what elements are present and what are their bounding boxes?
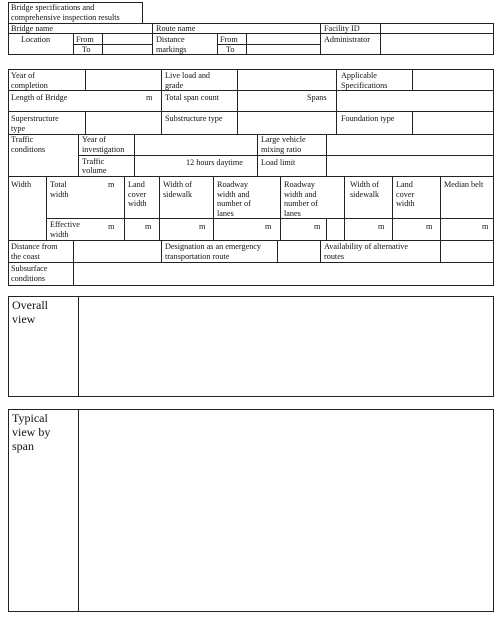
location-label: Location xyxy=(21,35,51,44)
to-label-1: To xyxy=(82,45,91,54)
sidewalk-width-label-1: Width of xyxy=(163,180,193,189)
effective-width-label-2: width xyxy=(50,229,69,239)
spans-label: Spans xyxy=(307,93,327,102)
applicable-spec-label-1: Applicable xyxy=(341,71,377,80)
header-row-line xyxy=(8,33,494,34)
spec-col-line xyxy=(159,176,160,240)
emergency-route-label-1: Designation as an emergency xyxy=(165,242,262,251)
year-investigation-label-2: investigation xyxy=(82,144,125,154)
header-col-line xyxy=(246,33,247,55)
roadway-label-4: lanes xyxy=(217,208,234,218)
spec-col-line xyxy=(336,69,337,134)
alternative-routes-label-2: routes xyxy=(324,251,345,261)
spec-col-line xyxy=(85,69,86,90)
spec-col-line xyxy=(412,69,413,90)
total-span-label: Total span count xyxy=(165,93,219,102)
spec-col-line xyxy=(237,69,238,90)
total-width-label-1: Total xyxy=(50,180,67,189)
live-load-label-2: grade xyxy=(165,80,184,90)
header-col-line xyxy=(320,23,321,55)
median-belt-label: Median belt xyxy=(444,180,484,189)
spec-row-line xyxy=(8,240,494,241)
overall-view-label-1: Overall xyxy=(12,298,48,312)
spec-row-line xyxy=(8,134,494,135)
typical-view-label-1: Typical xyxy=(12,411,48,425)
roadway-label-1: Roadway xyxy=(217,180,248,189)
spec-row-line xyxy=(8,262,494,263)
spec-row-line xyxy=(8,90,494,91)
emergency-route-label-2: transportation route xyxy=(165,251,230,261)
spec-col-line xyxy=(257,134,258,176)
typical-view-label-2: view by xyxy=(12,425,51,439)
spec-col-line xyxy=(161,69,162,134)
foundation-label: Foundation type xyxy=(341,114,395,123)
superstructure-label-1: Superstructure xyxy=(11,114,59,123)
header-col-line xyxy=(152,23,153,55)
sidewalk-width-label-b1: Width of xyxy=(350,180,380,189)
large-vehicle-label-1: Large vehicle xyxy=(261,135,306,144)
to-label-2: To xyxy=(226,45,235,54)
spec-col-line xyxy=(78,134,79,176)
spec-table xyxy=(8,69,494,286)
length-bridge-label: Length of Bridge xyxy=(11,93,68,102)
land-cover-label-2: cover xyxy=(128,189,147,199)
sidewalk-width-label-2: sidewalk xyxy=(163,189,193,199)
subsurface-label-2: conditions xyxy=(11,273,46,283)
roadway-label-2: width and xyxy=(217,189,250,199)
facility-id-label: Facility ID xyxy=(324,24,360,33)
spec-col-line xyxy=(326,218,327,240)
header-title-line1: Bridge specifications and xyxy=(11,3,95,12)
land-cover-label-b2: cover xyxy=(396,189,415,199)
roadway-label-b3: number of xyxy=(284,199,318,208)
width-label: Width xyxy=(11,180,32,189)
alternative-routes-label-1: Availability of alternative xyxy=(324,242,408,251)
roadway-label-b1: Roadway xyxy=(284,180,315,189)
overall-view-box xyxy=(8,296,494,397)
traffic-conditions-label-1: Traffic xyxy=(11,135,34,144)
spec-col-line xyxy=(344,176,345,240)
spec-col-line xyxy=(277,240,278,262)
traffic-volume-label-2: volume xyxy=(82,166,107,175)
overall-view-label-2: view xyxy=(12,312,36,326)
spec-col-line xyxy=(161,240,162,262)
length-unit: m xyxy=(146,93,153,102)
roadway-unit-2: m xyxy=(314,222,321,231)
year-investigation-label-1: Year of xyxy=(82,135,106,144)
land-cover-unit: m xyxy=(145,222,152,231)
year-completion-label-1: Year of xyxy=(11,71,35,80)
sidewalk-width-label-b2: sidewalk xyxy=(350,189,380,199)
live-load-label-1: Live load and xyxy=(165,71,211,80)
load-limit-label: Load limit xyxy=(261,158,296,167)
typical-view-box xyxy=(8,409,494,612)
from-label-2: From xyxy=(220,35,238,44)
header-col-line xyxy=(380,23,381,55)
header-title-line2: comprehensive inspection results xyxy=(11,12,120,22)
header-col-line xyxy=(217,33,218,55)
spec-col-line xyxy=(326,134,327,176)
spec-col-line xyxy=(392,176,393,240)
distance-markings-line2: markings xyxy=(156,45,187,54)
spec-col-line xyxy=(213,176,214,240)
applicable-spec-label-2: Specifications xyxy=(341,80,388,90)
spec-row-line xyxy=(46,218,494,219)
spec-col-line xyxy=(440,176,441,240)
spec-row-line xyxy=(78,155,494,156)
land-cover-label-b1: Land xyxy=(396,180,413,189)
bridge-name-label: Bridge name xyxy=(11,24,54,33)
land-cover-label-1: Land xyxy=(128,180,145,189)
land-cover-label-3: width xyxy=(128,199,147,208)
total-width-label-2: width xyxy=(50,189,69,199)
effective-width-label-1: Effective xyxy=(50,220,80,229)
spec-col-line xyxy=(440,240,441,262)
hours-daytime-label: 12 hours daytime xyxy=(186,158,243,167)
spec-row-line xyxy=(8,111,494,112)
spec-row-line xyxy=(8,176,494,177)
typical-view-divider xyxy=(78,409,79,612)
spec-col-line xyxy=(320,240,321,262)
sidewalk-unit-2: m xyxy=(378,222,385,231)
traffic-volume-label-1: Traffic xyxy=(82,156,105,166)
median-belt-unit: m xyxy=(482,222,489,231)
from-label-1: From xyxy=(76,35,94,44)
header-col-line xyxy=(102,33,103,55)
roadway-label-b4: lanes xyxy=(284,208,301,218)
administrator-label: Administrator xyxy=(324,35,370,44)
spec-col-line xyxy=(237,111,238,134)
sidewalk-unit: m xyxy=(199,222,206,231)
roadway-unit-1: m xyxy=(265,222,272,231)
spec-col-line xyxy=(237,90,238,111)
overall-view-divider xyxy=(78,296,79,397)
effective-width-unit: m xyxy=(108,222,115,231)
typical-view-label-3: span xyxy=(12,439,34,453)
large-vehicle-label-2: mixing ratio xyxy=(261,144,302,154)
distance-markings-line1: Distance xyxy=(156,35,185,44)
distance-coast-label-2: the coast xyxy=(11,251,40,261)
land-cover-unit-2: m xyxy=(426,222,433,231)
spec-col-line xyxy=(134,134,135,176)
spec-col-line xyxy=(73,240,74,286)
traffic-conditions-label-2: conditions xyxy=(11,144,46,154)
roadway-label-b2: width and xyxy=(284,189,317,199)
total-width-unit: m xyxy=(108,180,115,189)
land-cover-label-b3: width xyxy=(396,199,415,208)
spec-col-line xyxy=(412,111,413,134)
spec-col-line xyxy=(85,111,86,134)
spec-col-line xyxy=(280,176,281,240)
substructure-label: Substructure type xyxy=(165,114,223,123)
superstructure-label-2: type xyxy=(11,123,26,133)
spec-col-line xyxy=(46,176,47,240)
subsurface-label-1: Subsurface xyxy=(11,264,48,273)
year-completion-label-2: completion xyxy=(11,80,48,90)
route-name-label: Route name xyxy=(156,24,196,33)
spec-col-line xyxy=(124,176,125,240)
distance-coast-label-1: Distance from xyxy=(11,242,58,251)
header-col-line xyxy=(73,33,74,55)
roadway-label-3: number of xyxy=(217,199,251,208)
